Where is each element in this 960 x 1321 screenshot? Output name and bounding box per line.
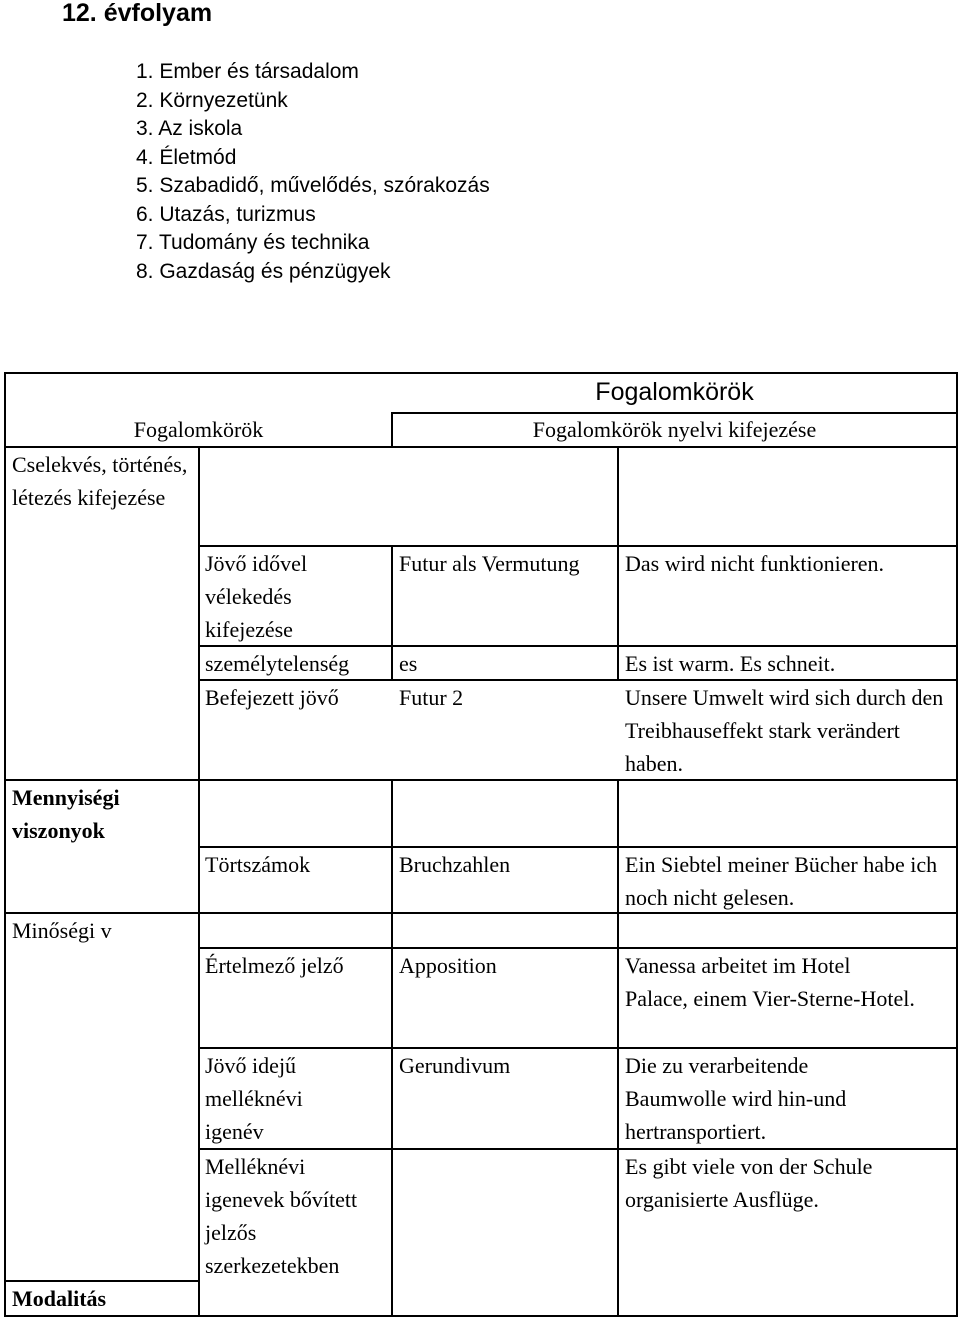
- table-divider: [617, 779, 619, 1317]
- table-cell-example: Das wird nicht funktionieren.: [625, 551, 885, 576]
- table-cell-hu: Befejezett jövő: [205, 685, 339, 710]
- table-cell-de: Bruchzahlen: [399, 852, 511, 877]
- list-item: 1. Ember és társadalom: [136, 60, 359, 83]
- list-item: 2. Környezetünk: [136, 88, 288, 112]
- table-cell-de: Gerundivum: [399, 1053, 511, 1078]
- category-action: Cselekvés, történés, létezés kifejezése: [12, 452, 188, 510]
- table-border: [4, 1315, 958, 1317]
- table-cell-hu: Törtszámok: [205, 852, 311, 877]
- table-border: [4, 372, 6, 1317]
- page-heading: 12. évfolyam: [62, 0, 213, 27]
- table-cell-de: Apposition: [399, 953, 497, 978]
- table-cell-hu: Jövő idővel vélekedés kifejezése: [205, 551, 308, 642]
- list-item: 4. Életmód: [136, 145, 237, 169]
- table-cell-de: Futur 2: [399, 685, 464, 710]
- list-item: 5. Szabadidő, művelődés, szórakozás: [136, 174, 490, 197]
- table-divider: [617, 446, 619, 681]
- column-header-expressions: Fogalomkörök nyelvi kifejezése: [532, 417, 817, 442]
- table-cell-example: Unsere Umwelt wird sich durch den Treibhauseffekt stark verändert haben.: [625, 685, 944, 776]
- table-divider: [391, 545, 393, 681]
- list-item: 6. Utazás, turizmus: [136, 202, 316, 226]
- category-modality: Modalitás: [12, 1286, 107, 1311]
- table-cell-example: Ein Siebtel meiner Bücher habe ich noch nicht gelesen.: [625, 852, 938, 910]
- table-cell-hu: Értelmező jelző: [205, 953, 344, 978]
- table-main-header: Fogalomkörök: [595, 378, 754, 406]
- table-cell-example: Es ist warm. Es schneit.: [625, 651, 836, 676]
- table-cell-hu: Melléknévi igenevek bővített jelzős szerkezetekben: [205, 1154, 358, 1278]
- table-cell-hu: személytelenség: [205, 651, 350, 676]
- table-cell-example: Es gibt viele von der Schule organisierte Ausflüge.: [625, 1154, 873, 1212]
- table-cell-de: es: [399, 651, 418, 676]
- list-item: 8. Gazdaság és pénzügyek: [136, 259, 391, 283]
- table-cell-de: Futur als Vermutung: [399, 551, 580, 576]
- list-item: 3. Az iskola: [136, 117, 243, 140]
- column-header-concepts: Fogalomkörök: [133, 417, 264, 442]
- list-item: 7. Tudomány és technika: [136, 231, 370, 254]
- table-cell-example: Die zu verarbeitende Baumwolle wird hin-und hertransportiert.: [625, 1053, 847, 1144]
- table-border: [956, 372, 958, 1317]
- table-cell-example: Vanessa arbeitet im Hotel Palace, einem Vier-Sterne-Hotel.: [625, 953, 915, 1011]
- table-divider: [198, 446, 200, 1317]
- category-quantity: Mennyiségi viszonyok: [12, 785, 120, 843]
- table-cell-hu: Jövő idejű melléknévi igenév: [205, 1053, 303, 1144]
- table-divider: [391, 779, 393, 1317]
- category-quality: Minőségi v: [12, 918, 112, 943]
